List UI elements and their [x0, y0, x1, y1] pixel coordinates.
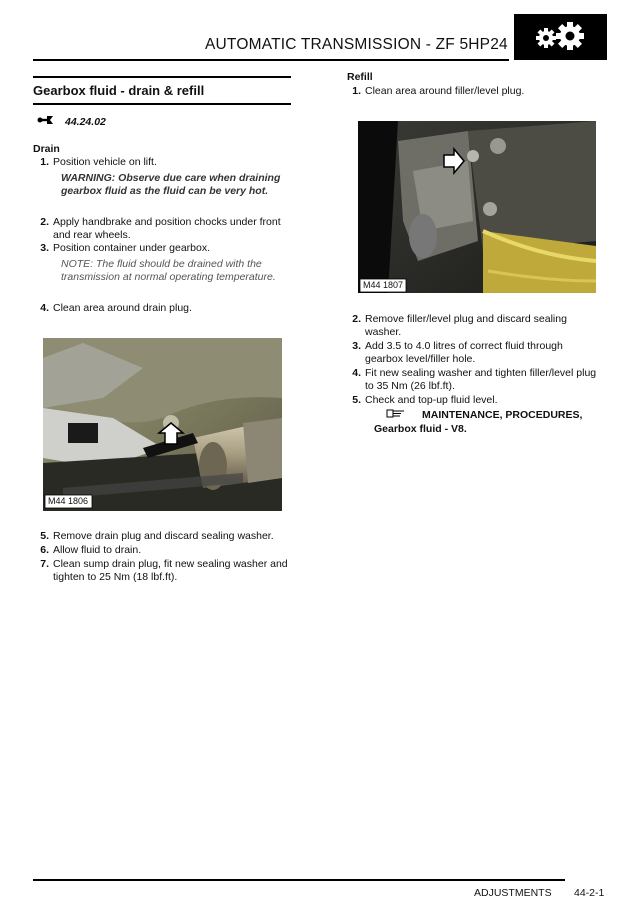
footer-rule [33, 879, 565, 881]
refill-step-3: 3. Add 3.5 to 4.0 litres of correct fluid through gearbox level/filler hole. [352, 340, 563, 365]
gears-icon [514, 14, 607, 60]
filler-plug-photo [358, 121, 596, 293]
drain-step-3: 3. Position container under gearbox. [40, 242, 211, 254]
refill-step-5: 5. Check and top-up fluid level. [352, 394, 498, 406]
section-title: Gearbox fluid - drain & refill [33, 83, 205, 98]
section-rule-top [33, 76, 291, 78]
operation-code-row [37, 115, 106, 128]
header-rule [33, 59, 509, 61]
note-text: NOTE: The fluid should be drained with the transmission at normal operating temperature. [61, 258, 276, 283]
drain-heading: Drain [33, 143, 60, 155]
refill-step-2: 2. Remove filler/level plug and discard sealing washer. [352, 313, 567, 338]
refill-heading: Refill [347, 71, 373, 83]
drain-step-6: 6. Allow fluid to drain. [40, 544, 142, 556]
footer-section: ADJUSTMENTS [474, 887, 552, 899]
refill-image-label: M44 1807 [363, 280, 404, 290]
drain-image-label: M44 1806 [48, 496, 89, 506]
drain-step-2: 2. Apply handbrake and position chocks under front and rear wheels. [40, 216, 281, 241]
drain-step-1: 1. Position vehicle on lift. [40, 156, 157, 168]
warning-text: WARNING: Observe due care when draining gearbox fluid as the fluid can be very hot. [61, 172, 281, 197]
operation-code: 44.24.02 [65, 115, 106, 128]
section-rule-bottom [33, 103, 291, 105]
refill-step-4: 4. Fit new sealing washer and tighten filler/level plug to 35 Nm (26 lbf.ft). [352, 367, 597, 392]
pointing-hand-icon [386, 407, 422, 423]
page-number: 44-2-1 [574, 887, 605, 899]
drain-plug-photo [43, 338, 282, 511]
drain-step-7: 7. Clean sump drain plug, fit new sealing washer and tighten to 25 Nm (18 lbf.ft). [40, 558, 288, 583]
spanner-icon [37, 115, 55, 128]
drain-step-4: 4. Clean area around drain plug. [40, 302, 192, 314]
refill-step-1: 1. Clean area around filler/level plug. [352, 85, 525, 97]
reference-line-1: MAINTENANCE, PROCEDURES, [422, 408, 583, 421]
drain-step-5: 5. Remove drain plug and discard sealing washer. [40, 530, 274, 542]
cross-reference[interactable] [374, 407, 604, 436]
reference-line-2: Gearbox fluid - V8. [374, 423, 467, 435]
header-title: AUTOMATIC TRANSMISSION - ZF 5HP24 [205, 36, 508, 53]
